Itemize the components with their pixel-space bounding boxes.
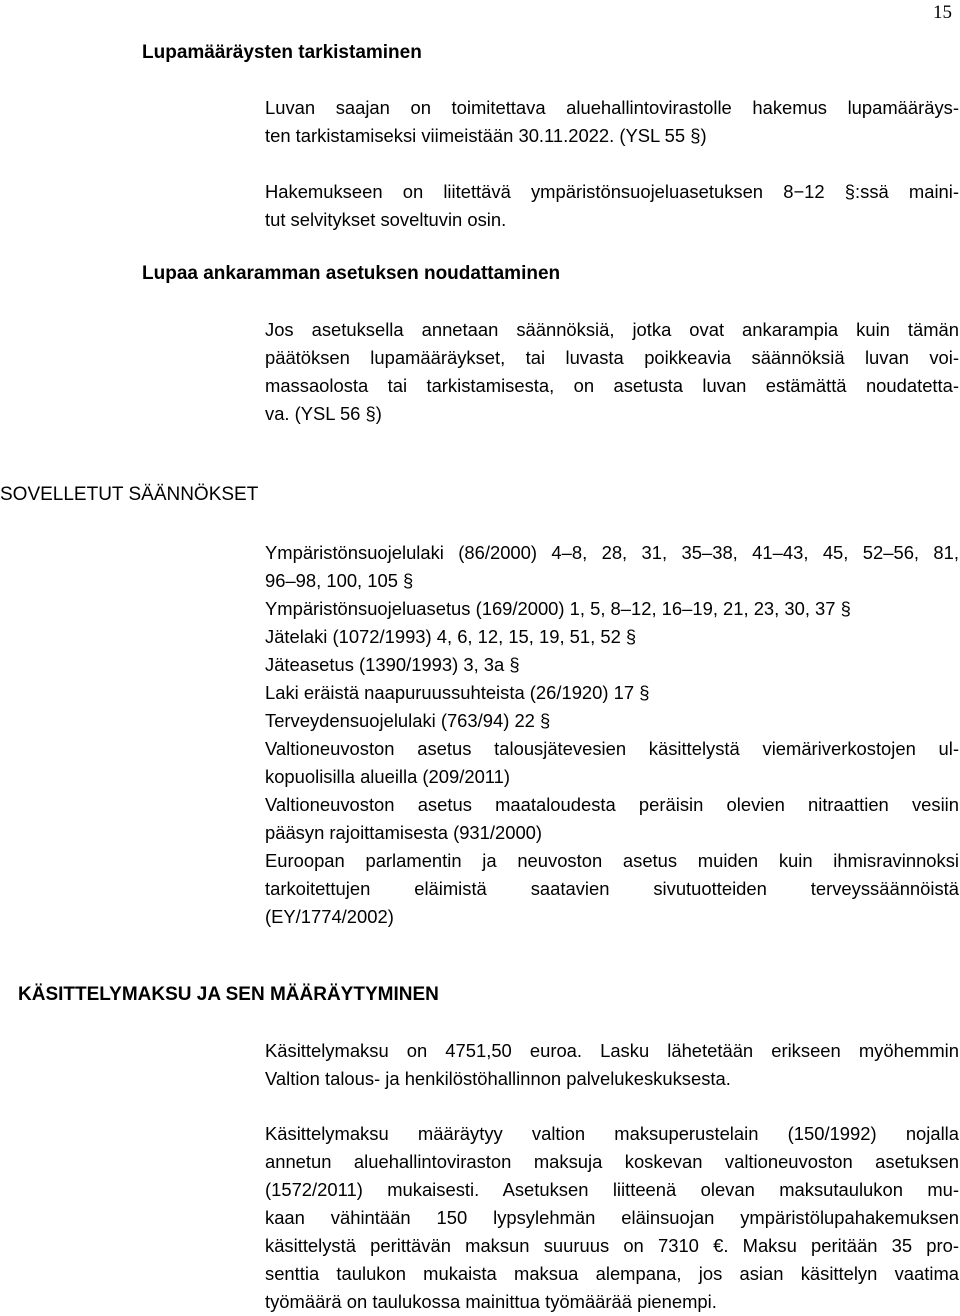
- list-item: Laki eräistä naapuruussuhteista (26/1920) 17 §: [265, 682, 650, 703]
- paragraph-line: Hakemukseen on liitettävä ympäristönsuojeluasetuksen 8−12 §:ssä maini-: [265, 181, 959, 202]
- paragraph-line: (1572/2011) mukaisesti. Asetuksen liitteenä olevan maksutaulukon mu-: [265, 1179, 959, 1200]
- paragraph-line: annetun aluehallintoviraston maksuja koskevan valtioneuvoston asetuksen: [265, 1151, 959, 1172]
- heading-applied-regulations: SOVELLETUT SÄÄNNÖKSET: [0, 484, 259, 505]
- processing-fee-text: [265, 1037, 959, 1093]
- permit-review-text: [265, 94, 959, 150]
- paragraph-line: massaolosta tai tarkistamisesta, on asetusta luvan estämättä noudatetta-: [265, 375, 959, 396]
- applied-regulations-list: [265, 539, 959, 931]
- list-item: Jäteasetus (1390/1993) 3, 3a §: [265, 654, 520, 675]
- paragraph-line: tut selvitykset soveltuvin osin.: [265, 209, 507, 230]
- paragraph-line: Jos asetuksella annetaan säännöksiä, jotka ovat ankarampia kuin tämän: [265, 319, 959, 340]
- paragraph-line: Valtion talous- ja henkilöstöhallinnon palvelukeskuksesta.: [265, 1068, 731, 1089]
- list-item: Euroopan parlamentin ja neuvoston asetus muiden kuin ihmisravinnoksi: [265, 850, 959, 871]
- paragraph-line: Luvan saajan on toimitettava aluehallintovirastolle hakemus lupamääräys-: [265, 97, 959, 118]
- paragraph-line: va. (YSL 56 §): [265, 403, 382, 424]
- page-number: 15: [933, 2, 952, 23]
- paragraph-line: Käsittelymaksu määräytyy valtion maksuperustelain (150/1992) nojalla: [265, 1123, 959, 1144]
- list-item: Ympäristönsuojeluasetus (169/2000) 1, 5, 8–12, 16–19, 21, 23, 30, 37 §: [265, 598, 851, 619]
- list-item: 96–98, 100, 105 §: [265, 570, 414, 591]
- list-item: Jätelaki (1072/1993) 4, 6, 12, 15, 19, 51, 52 §: [265, 626, 637, 647]
- list-item: Valtioneuvoston asetus maataloudesta peräisin olevien nitraattien vesiin: [265, 794, 959, 815]
- list-item: pääsyn rajoittamisesta (931/2000): [265, 822, 543, 843]
- heading-stricter-decree: Lupaa ankaramman asetuksen noudattaminen: [142, 263, 561, 284]
- paragraph-line: ten tarkistamiseksi viimeistään 30.11.2022. (YSL 55 §): [265, 125, 707, 146]
- list-item: kopuolisilla alueilla (209/2011): [265, 766, 511, 787]
- list-item: tarkoitettujen eläimistä saatavien sivutuotteiden terveyssäännöistä: [265, 878, 959, 899]
- stricter-decree-text: [265, 316, 959, 428]
- heading-permit-review: Lupamääräysten tarkistaminen: [142, 42, 422, 63]
- list-item: Valtioneuvoston asetus talousjätevesien käsittelystä viemäriverkostojen ul-: [265, 738, 959, 759]
- list-item: (EY/1774/2002): [265, 906, 394, 927]
- paragraph-line: käsittelystä perittävän maksun suuruus on 7310 €. Maksu peritään 35 pro-: [265, 1235, 959, 1256]
- list-item: Ympäristönsuojelulaki (86/2000) 4–8, 28, 31, 35–38, 41–43, 45, 52–56, 81,: [265, 542, 959, 563]
- heading-processing-fee: KÄSITTELYMAKSU JA SEN MÄÄRÄYTYMINEN: [18, 984, 439, 1005]
- paragraph-line: työmäärä on taulukossa mainittua työmäärää pienempi.: [265, 1291, 717, 1312]
- paragraph-line: päätöksen lupamääräykset, tai luvasta poikkeavia säännöksiä luvan voi-: [265, 347, 959, 368]
- permit-review-attachments: [265, 178, 959, 234]
- list-item: Terveydensuojelulaki (763/94) 22 §: [265, 710, 551, 731]
- paragraph-line: senttia taulukon mukaista maksua alempana, jos asian käsittelyn vaatima: [265, 1263, 959, 1284]
- paragraph-line: kaan vähintään 150 lypsylehmän eläinsuojan ympäristölupahakemuksen: [265, 1207, 959, 1228]
- processing-fee-basis: [265, 1120, 959, 1316]
- paragraph-line: Käsittelymaksu on 4751,50 euroa. Lasku lähetetään erikseen myöhemmin: [265, 1040, 959, 1061]
